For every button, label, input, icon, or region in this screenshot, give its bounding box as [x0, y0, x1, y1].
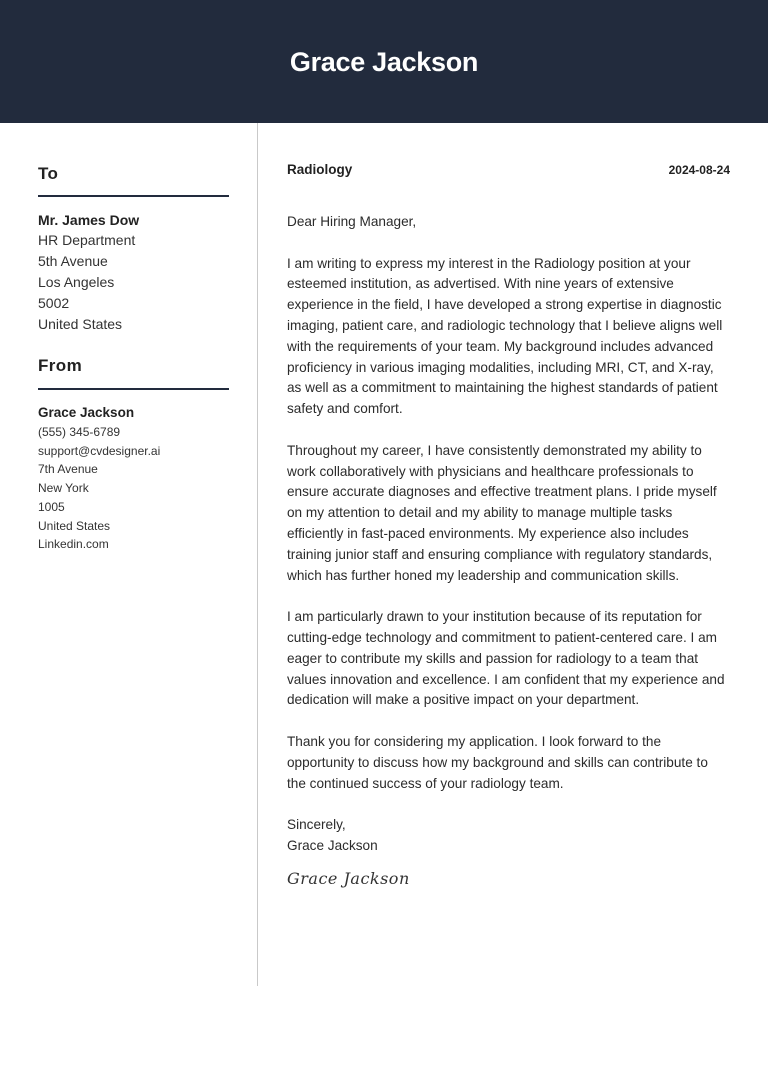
recipient-block [38, 210, 229, 335]
position-title: Radiology [287, 162, 353, 177]
from-divider [38, 388, 229, 390]
sender-street: 7th Avenue [38, 462, 98, 477]
paragraph-4: Thank you for considering my application. I look forward to the opportunity to discuss how my background and skills can contribute to the continued success of your radiology team. [287, 733, 708, 791]
sender-country: United States [38, 518, 111, 533]
to-heading: To [38, 164, 59, 183]
letter-topline [287, 162, 730, 177]
sender-email: support@cvdesigner.ai [38, 443, 161, 458]
sender-name: Grace Jackson [38, 405, 135, 420]
recipient-country: United States [38, 316, 123, 332]
recipient-department: HR Department [38, 232, 136, 248]
letter-date: 2024-08-24 [668, 163, 730, 177]
recipient-street: 5th Avenue [38, 253, 108, 269]
column-divider [257, 123, 258, 986]
sender-linkedin: Linkedin.com [38, 537, 109, 552]
sender-city: New York [38, 481, 89, 496]
applicant-name: Grace Jackson [289, 47, 479, 77]
closing-block [287, 815, 730, 857]
from-heading: From [38, 356, 83, 375]
sender-block [38, 403, 229, 554]
recipient-name: Mr. James Dow [38, 212, 140, 228]
letter-text [287, 212, 730, 890]
paragraph-2: Throughout my career, I have consistently demonstrated my ability to work collaboratively with physicians and healthcare professionals to ensure accurate diagnoses and effective treatment plans. I pride myself on my attention to detail and my ability to manage multiple tasks efficiently in fast-paced environments. My experience also includes training junior staff and ensuring compliance with regulatory standards, which has further honed my leadership and communication skills. [287, 442, 717, 583]
paragraph-1: I am writing to express my interest in the Radiology position at your esteemed institution, as advertised. With nine years of extensive experience in the field, I have developed a strong expertise in diagnostic imaging, patient care, and radiologic technology that I believe aligns well with the requirements of your team. My background includes advanced proficiency in various imaging modalities, including MRI, CT, and X-ray, as well as a commitment to maintaining the highest standards of patient safety and comfort. [287, 255, 723, 417]
paragraph-3: I am particularly drawn to your institution because of its reputation for cutting-edge technology and commitment to patient-centered care. I am eager to contribute my skills and passion for radiology to a team that values innovation and excellence. I am confident that my experience and dedication will make a positive impact on your department. [287, 609, 725, 708]
header-banner [0, 0, 768, 123]
greeting: Dear Hiring Manager, [287, 214, 417, 229]
signoff-name: Grace Jackson [287, 837, 378, 853]
closing-salutation: Sincerely, [287, 817, 346, 833]
signature: Grace Jackson [287, 868, 410, 888]
sender-phone: (555) 345-6789 [38, 425, 121, 439]
recipient-postcode: 5002 [38, 295, 70, 311]
to-divider [38, 195, 229, 197]
sender-postcode: 1005 [38, 499, 65, 514]
recipient-city: Los Angeles [38, 274, 115, 290]
